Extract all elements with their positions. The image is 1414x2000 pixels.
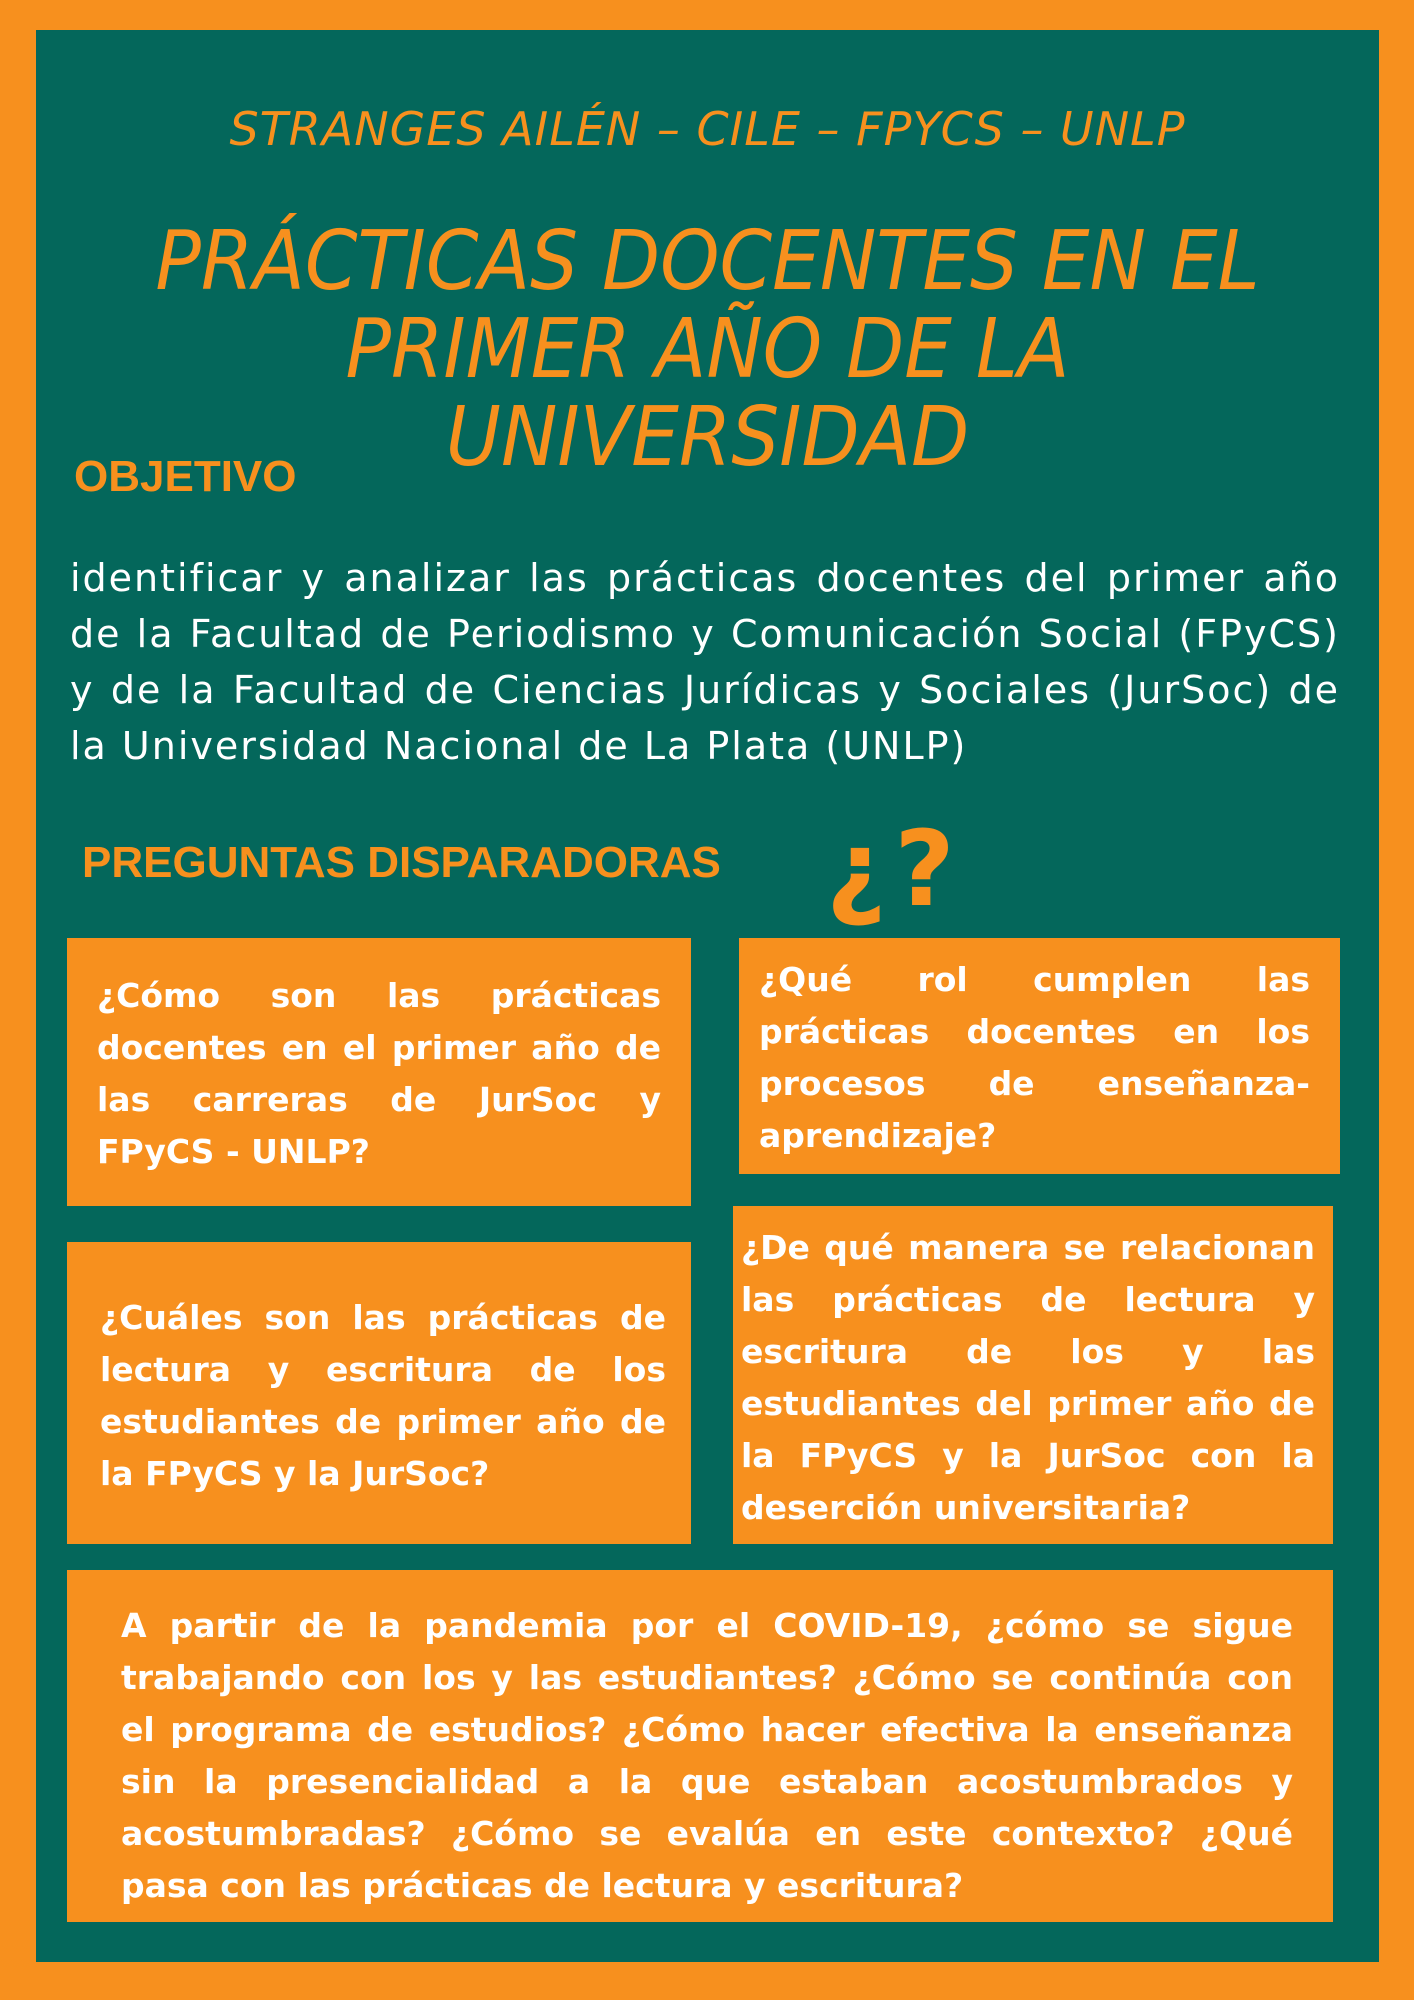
objetivo-text: identificar y analizar las prácticas docentes del primer año de la Facultad de Periodismo y Comunicación Social (FPyCS) y de la Facultad de Ciencias Jurídicas y Sociales (JurSoc) de la Universidad Nacional de La Plata (UNLP) (70, 556, 1340, 768)
title-line-2: PRIMER AÑO DE LA UNIVERSIDAD (345, 302, 1070, 485)
preguntas-heading: PREGUNTAS DISPARADORAS (82, 838, 721, 887)
question-box-4 (733, 1206, 1333, 1544)
question-text: A partir de la pandemia por el COVID-19, ¿cómo se sigue trabajando con los y las estudiantes? ¿Cómo se continúa con el programa de estudios? ¿Cómo hacer efectiva la enseñanza sin la presencialidad a la que estaban acostumbrados y acostumbradas? ¿Cómo se evalúa en este contexto? ¿Qué pasa con las prácticas de lectura y escritura? (121, 1606, 1293, 1905)
poster-panel (36, 30, 1379, 1962)
question-text: ¿Cómo son las prácticas docentes en el primer año de las carreras de JurSoc y FPyCS - UNLP? (97, 976, 661, 1171)
question-box-5 (67, 1570, 1333, 1922)
question-text: ¿De qué manera se relacionan las prácticas de lectura y escritura de los y las estudiantes del primer año de la FPyCS y la JurSoc con la deserción universitaria? (741, 1228, 1315, 1527)
question-text: ¿Cuáles son las prácticas de lectura y escritura de los estudiantes de primer año de la FPyCS y la JurSoc? (100, 1298, 666, 1493)
title-line-1: PRÁCTICAS DOCENTES EN EL (155, 214, 1260, 309)
question-box-3 (67, 1242, 691, 1544)
question-box-1 (67, 938, 691, 1206)
question-box-2 (739, 938, 1340, 1174)
question-text: ¿Qué rol cumplen las prácticas docentes en los procesos de enseñanza-aprendizaje? (759, 960, 1310, 1155)
author-line: STRANGES AILÉN – CILE – FPYCS – UNLP (229, 102, 1186, 156)
objetivo-heading: OBJETIVO (74, 452, 297, 501)
question-marks-symbol: ¿? (826, 808, 963, 930)
poster-title (90, 214, 1326, 485)
